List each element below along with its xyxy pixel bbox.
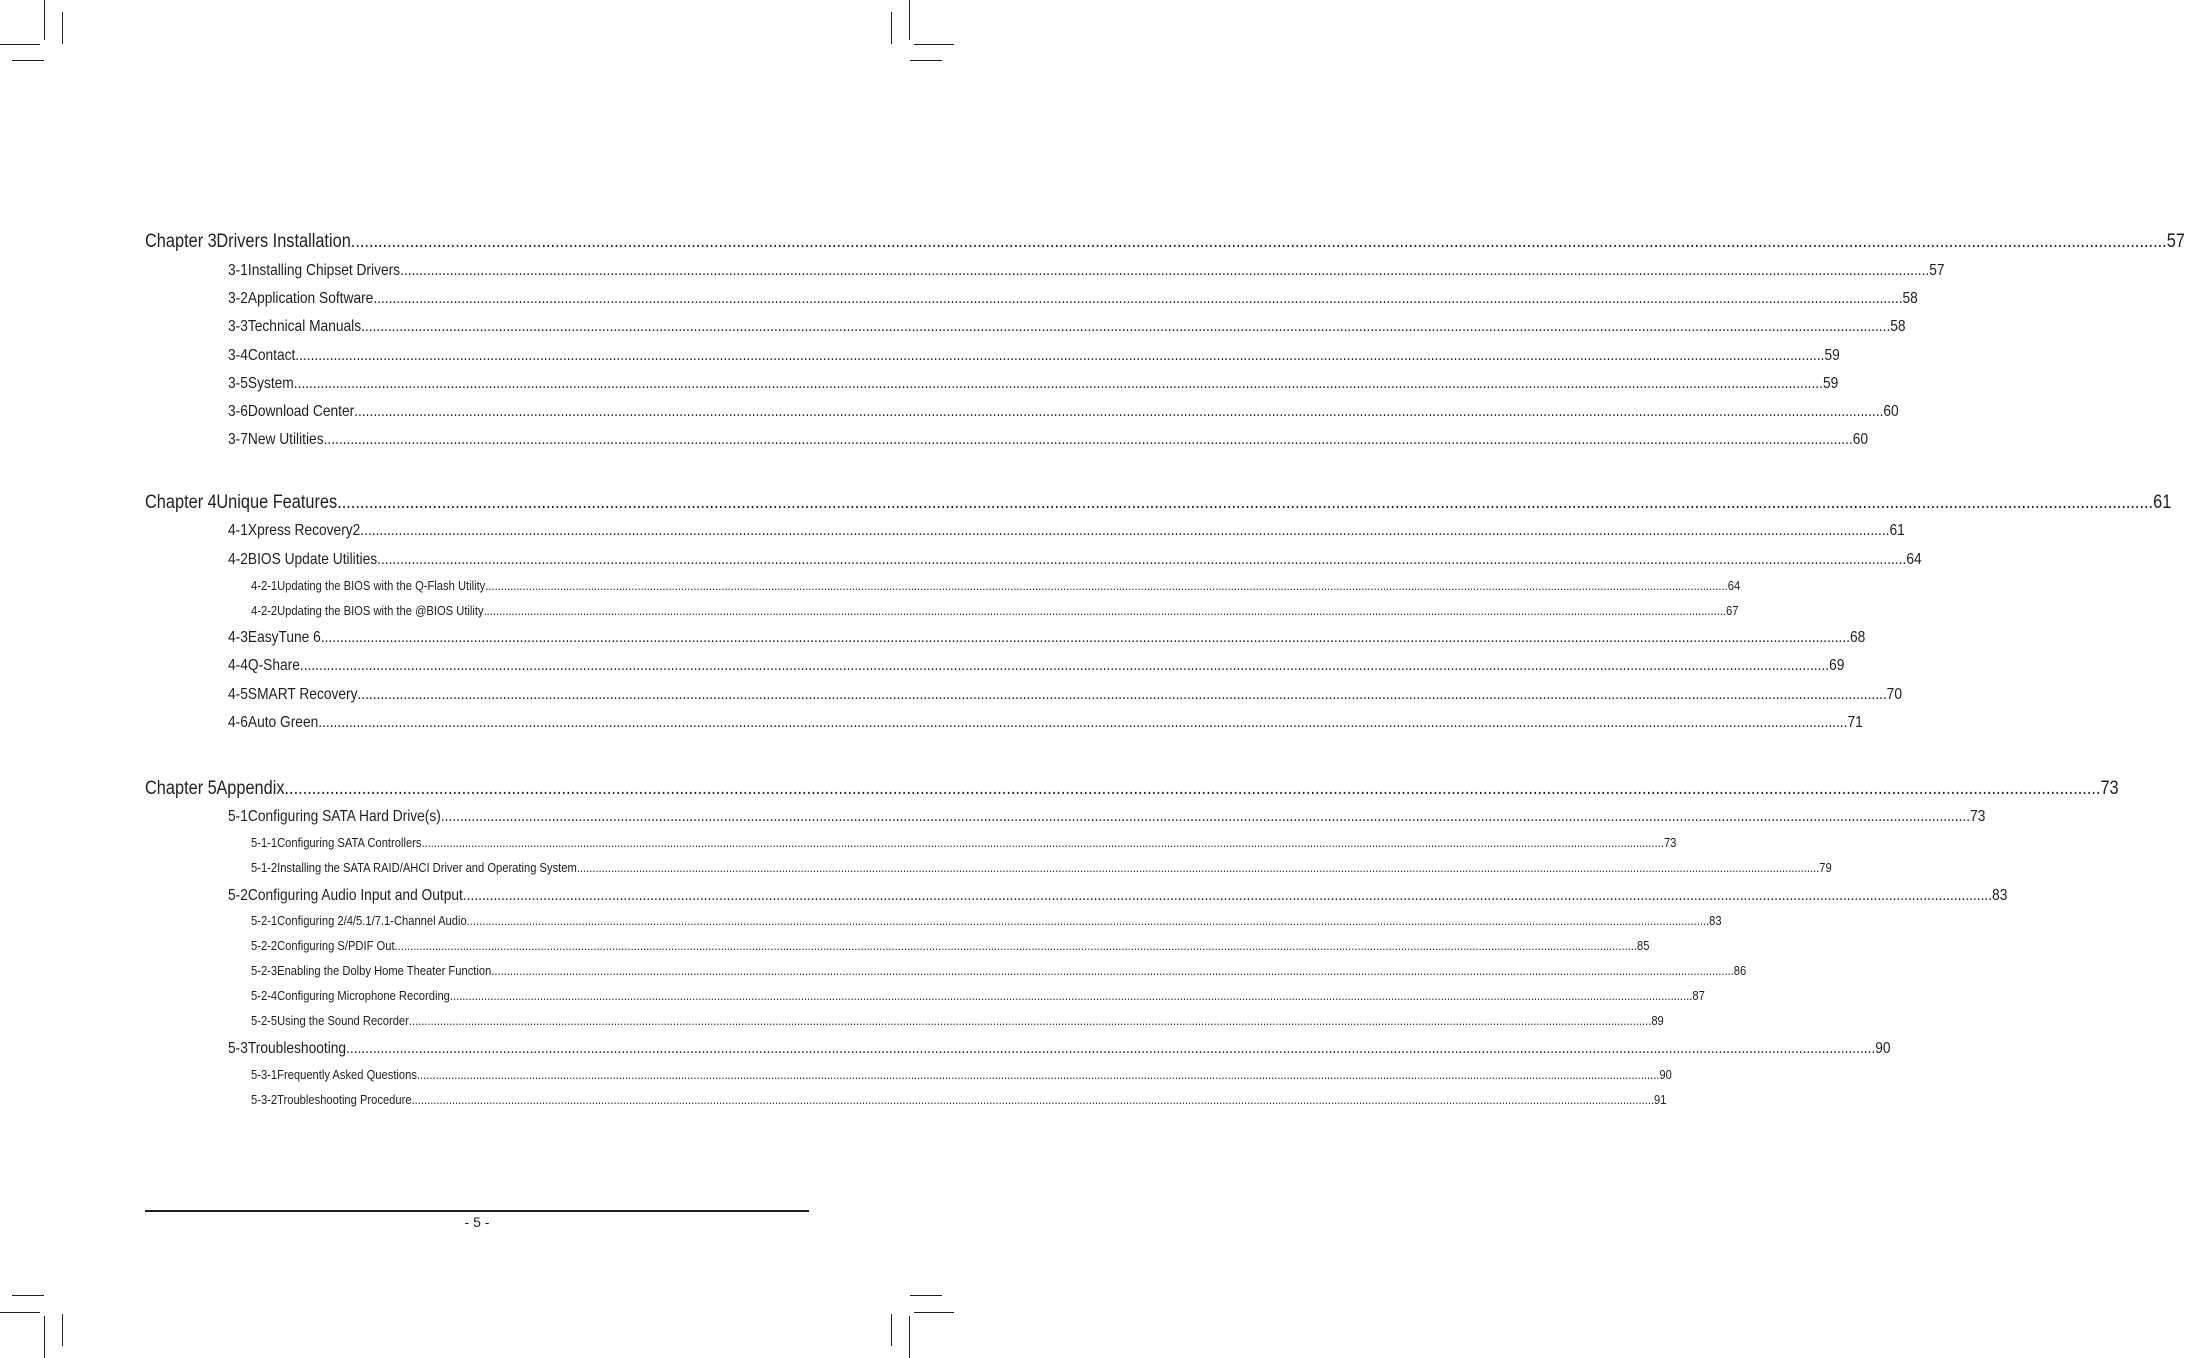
toc-subsection <box>251 1067 1672 1084</box>
toc-title: System <box>247 375 294 392</box>
toc-title: EasyTune 6 <box>247 629 321 646</box>
toc-subsection <box>251 1092 1667 1109</box>
toc-chapter <box>145 778 2119 802</box>
toc-leader-dots: ................................................................................................................................................................................................................................................................................................................................................................................................................ <box>318 714 1848 731</box>
toc-number: 5-3 <box>228 1040 248 1057</box>
toc-leader-dots: ................................................................................................................................................................................................................................................................................................................................................................................................................ <box>354 403 1884 420</box>
toc-number: 3-6 <box>228 403 248 420</box>
toc-leader-dots: ................................................................................................................................................................................................................................................................................................................................................................................................................ <box>408 1013 1652 1028</box>
toc-page-number: 67 <box>1726 603 1739 618</box>
toc-subsection <box>251 938 1650 955</box>
toc-page-number: 59 <box>1822 375 1839 392</box>
toc-section <box>228 375 1839 395</box>
toc-number: 5-2-3 <box>251 963 278 978</box>
footer-rule <box>145 1210 809 1212</box>
toc-page-number: 60 <box>1852 431 1869 448</box>
toc-title: Contact <box>247 347 296 364</box>
toc-number: 5-2-1 <box>251 913 278 928</box>
toc-number: 3-3 <box>228 318 248 335</box>
toc-number: 3-2 <box>228 290 248 307</box>
toc-page-number: 57 <box>1929 262 1945 279</box>
toc-title: Drivers Installation <box>216 231 351 252</box>
toc-number: 3-4 <box>228 347 248 364</box>
toc-section <box>228 657 1845 677</box>
page-number: - 5 - <box>464 1214 490 1230</box>
toc-number: 5-2-4 <box>251 988 278 1003</box>
toc-section <box>228 431 1869 451</box>
toc-title: Configuring S/PDIF Out <box>277 938 395 953</box>
toc-number: 4-4 <box>228 657 248 674</box>
toc-subsection <box>251 988 1705 1005</box>
toc-number: 3-7 <box>228 431 248 448</box>
toc-leader-dots: ................................................................................................................................................................................................................................................................................................................................................................................................................ <box>411 1092 1655 1107</box>
toc-leader-dots: ................................................................................................................................................................................................................................................................................................................................................................................................................ <box>357 686 1887 703</box>
toc-title: Using the Sound Recorder <box>277 1013 409 1028</box>
toc-page-number: 64 <box>1727 578 1741 593</box>
toc-page-number: 60 <box>1883 403 1899 420</box>
toc-title: Installing the SATA RAID/AHCI Driver and Operating System <box>277 860 577 875</box>
toc-leader-dots: ................................................................................................................................................................................................................................................................................................................................................................................................................ <box>320 629 1851 646</box>
toc-leader-dots: ................................................................................................................................................................................................................................................................................................................................................................................................................ <box>337 492 2154 513</box>
toc-page-number: 70 <box>1886 686 1902 703</box>
toc-title: BIOS Update Utilities <box>247 551 378 568</box>
toc-section <box>228 629 1866 649</box>
toc-leader-dots: ................................................................................................................................................................................................................................................................................................................................................................................................................ <box>483 603 1727 618</box>
toc-title: SMART Recovery <box>247 686 358 703</box>
toc-page-number: 83 <box>1709 913 1722 928</box>
toc-leader-dots: ................................................................................................................................................................................................................................................................................................................................................................................................................ <box>377 551 1907 568</box>
toc-number: 5-1 <box>228 808 248 825</box>
toc-section <box>228 551 1922 571</box>
toc-leader-dots: ................................................................................................................................................................................................................................................................................................................................................................................................................ <box>361 318 1891 335</box>
toc-page-number: 73 <box>1663 835 1677 850</box>
toc-number: 5-2-5 <box>251 1013 278 1028</box>
toc-page-number: 86 <box>1733 963 1747 978</box>
toc-number: 4-5 <box>228 686 248 703</box>
toc-page-number: 83 <box>1992 887 2008 904</box>
toc-number: 4-6 <box>228 714 248 731</box>
toc-title: Auto Green <box>247 714 319 731</box>
toc-page-number: 71 <box>1847 714 1863 731</box>
toc-page-number: 73 <box>2100 778 2119 799</box>
toc-title: Updating the BIOS with the @BIOS Utility <box>277 603 484 618</box>
toc-subsection <box>251 913 1722 930</box>
toc-leader-dots: ................................................................................................................................................................................................................................................................................................................................................................................................................ <box>360 522 1890 539</box>
toc-number: 4-3 <box>228 629 248 646</box>
toc-leader-dots: ................................................................................................................................................................................................................................................................................................................................................................................................................ <box>416 1067 1660 1082</box>
toc-leader-dots: ................................................................................................................................................................................................................................................................................................................................................................................................................ <box>491 963 1734 978</box>
toc-leader-dots: ................................................................................................................................................................................................................................................................................................................................................................................................................ <box>394 938 1638 953</box>
toc-section <box>228 808 1986 828</box>
toc-chapter <box>145 492 2172 516</box>
toc-leader-dots: ................................................................................................................................................................................................................................................................................................................................................................................................................ <box>284 778 2101 799</box>
toc-number: 4-1 <box>228 522 248 539</box>
toc-number: 5-1-1 <box>251 835 278 850</box>
toc-page-number: 90 <box>1659 1067 1672 1082</box>
toc-page-number: 79 <box>1819 860 1832 875</box>
toc-section <box>228 887 2008 907</box>
toc-page-number: 59 <box>1824 347 1840 364</box>
toc-leader-dots: ................................................................................................................................................................................................................................................................................................................................................................................................................ <box>293 375 1823 392</box>
toc-section <box>228 522 1905 542</box>
toc-title: Xpress Recovery2 <box>247 522 361 539</box>
toc-chapter <box>145 231 2185 255</box>
toc-title: Application Software <box>247 290 374 307</box>
toc-page-number: 69 <box>1829 657 1845 674</box>
toc-leader-dots: ................................................................................................................................................................................................................................................................................................................................................................................................................ <box>295 347 1825 364</box>
toc-title: Q-Share <box>247 657 300 674</box>
toc-section <box>228 686 1902 706</box>
toc-leader-dots: ................................................................................................................................................................................................................................................................................................................................................................................................................ <box>576 860 1820 875</box>
toc-page-number: 89 <box>1651 1013 1664 1028</box>
toc-page-number: 85 <box>1637 938 1650 953</box>
toc-leader-dots: ................................................................................................................................................................................................................................................................................................................................................................................................................ <box>449 988 1693 1003</box>
toc-number: 4-2-1 <box>251 578 278 593</box>
toc-title: Configuring SATA Hard Drive(s) <box>247 808 441 825</box>
toc-page-number: 91 <box>1654 1092 1667 1107</box>
toc-subsection <box>251 1013 1664 1030</box>
toc-number: 4-2-2 <box>251 603 278 618</box>
toc-leader-dots: ................................................................................................................................................................................................................................................................................................................................................................................................................ <box>421 835 1664 850</box>
toc-section <box>228 318 1906 338</box>
toc-leader-dots: ................................................................................................................................................................................................................................................................................................................................................................................................................ <box>350 231 2167 252</box>
toc-page-number: 57 <box>2166 231 2185 252</box>
toc-leader-dots: ................................................................................................................................................................................................................................................................................................................................................................................................................ <box>323 431 1853 448</box>
toc-title: New Utilities <box>247 431 324 448</box>
toc-subsection <box>251 963 1747 980</box>
toc-subsection <box>251 835 1677 852</box>
toc-page-number: 90 <box>1875 1040 1891 1057</box>
toc-subsection <box>251 860 1832 877</box>
toc-title: Enabling the Dolby Home Theater Function <box>277 963 492 978</box>
toc-page-number: 61 <box>2153 492 2172 513</box>
toc-section <box>228 1040 1891 1060</box>
toc-section <box>228 262 1945 282</box>
toc-section <box>228 714 1863 734</box>
toc-section <box>228 403 1899 423</box>
toc-page-number: 64 <box>1906 551 1922 568</box>
toc-number: 3-5 <box>228 375 248 392</box>
toc-leader-dots: ................................................................................................................................................................................................................................................................................................................................................................................................................ <box>485 578 1728 593</box>
toc-leader-dots: ................................................................................................................................................................................................................................................................................................................................................................................................................ <box>346 1040 1876 1057</box>
toc-title: Configuring 2/4/5.1/7.1-Channel Audio <box>277 913 467 928</box>
toc-page-number: 87 <box>1692 988 1705 1003</box>
toc-title: Download Center <box>247 403 355 420</box>
toc-page-number: 68 <box>1850 629 1866 646</box>
toc-number: 5-3-1 <box>251 1067 278 1082</box>
toc-leader-dots: ................................................................................................................................................................................................................................................................................................................................................................................................................ <box>373 290 1903 307</box>
toc-number: Chapter 4 <box>145 492 217 513</box>
toc-leader-dots: ................................................................................................................................................................................................................................................................................................................................................................................................................ <box>440 808 1971 825</box>
toc-title: Updating the BIOS with the Q-Flash Utility <box>277 578 486 593</box>
toc-number: 5-1-2 <box>251 860 278 875</box>
toc-number: 5-2-2 <box>251 938 278 953</box>
toc-subsection <box>251 578 1741 595</box>
toc-title: Configuring Audio Input and Output <box>247 887 463 904</box>
toc-leader-dots: ................................................................................................................................................................................................................................................................................................................................................................................................................ <box>466 913 1710 928</box>
toc-section <box>228 347 1840 367</box>
toc-page-number: 73 <box>1970 808 1986 825</box>
toc-leader-dots: ................................................................................................................................................................................................................................................................................................................................................................................................................ <box>299 657 1830 674</box>
toc-leader-dots: ................................................................................................................................................................................................................................................................................................................................................................................................................ <box>400 262 1930 279</box>
toc-subsection <box>251 603 1739 620</box>
toc-page-number: 58 <box>1890 318 1906 335</box>
toc-title: Configuring Microphone Recording <box>277 988 450 1003</box>
toc-page-number: 58 <box>1902 290 1918 307</box>
toc-number: 5-3-2 <box>251 1092 278 1107</box>
toc-number: Chapter 5 <box>145 778 217 799</box>
toc-title: Frequently Asked Questions <box>277 1067 417 1082</box>
toc-number: 5-2 <box>228 887 248 904</box>
toc-number: 4-2 <box>228 551 248 568</box>
toc-title: Appendix <box>216 778 285 799</box>
toc-title: Technical Manuals <box>247 318 362 335</box>
toc-title: Troubleshooting <box>247 1040 347 1057</box>
toc-leader-dots: ................................................................................................................................................................................................................................................................................................................................................................................................................ <box>462 887 1993 904</box>
toc-section <box>228 290 1918 310</box>
toc-title: Troubleshooting Procedure <box>277 1092 412 1107</box>
toc-title: Configuring SATA Controllers <box>277 835 422 850</box>
toc-number: 3-1 <box>228 262 248 279</box>
toc-page-number: 61 <box>1889 522 1905 539</box>
toc-number: Chapter 3 <box>145 231 217 252</box>
toc-title: Installing Chipset Drivers <box>247 262 401 279</box>
toc-title: Unique Features <box>216 492 338 513</box>
